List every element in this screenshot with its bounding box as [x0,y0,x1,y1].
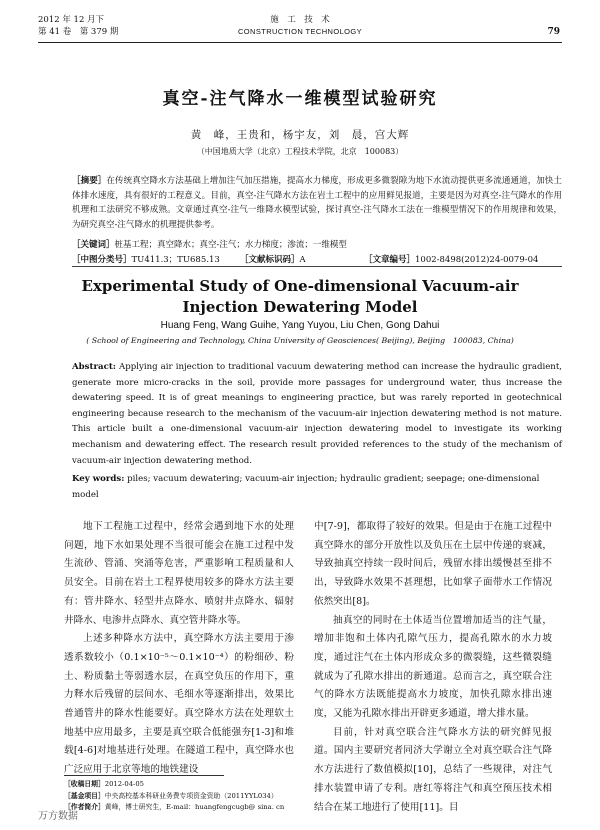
header-volume: 第 41 卷 第 379 期 [38,27,119,37]
body-paragraph: 上述多种降水方法中，真空降水方法主要用于渗透系数较小（0.1×10⁻⁵～0.1×10⁻⁴）的粉细砂、粉土、粉质黏土等弱透水层，在真空负压的作用下，重力释水后残留的层间水、毛细水等逐渐排出，效果比普通管井的降水性能要好。真空降水方法在处理软土地基中应用最多，主要是真空联合低能强夯[1-3]和堆载[4-6]对地基进行处理。在隧道工程中，真空降水也广泛应用于北京等地的地铁建设 [64,633,294,776]
abstract-cn-label: ［摘要］ [72,176,107,186]
title-en-line2: Injection Dewatering Model [182,298,418,316]
footnote-rule [64,775,224,776]
clc-number: ［中图分类号］TU411.3；TU685.13 [72,255,220,265]
abstract-cn-text: 在传统真空降水方法基础上增加注气加压措施，提高水力梯度，形成更多微裂隙为地下水流动提供更多流通通道，加快土体排水速度，具有很好的工程意义。目前，真空-注气降水方法在岩土工程中的应用鲜见报道，主要是因为对真空-注气降水的作用机理和工法研究不够成熟。文章通过真空-注气一维降水模型试验，探讨真空-注气降水工法在一维模型情况下的作用规律和效果，为研究真空-注气降水的机理提供参考。 [72,176,562,230]
abstract-cn [72,174,562,232]
journal-name-cn: 施 工 技 术 [270,15,330,25]
authors-cn: 黄 峰，王贵和，杨宇友，刘 晨，宫大辉 [190,129,410,141]
body-paragraph: 目前，针对真空联合注气降水方法的研究鲜见报道。国内主要研究者同济大学谢立全对真空联合注气降水方法进行了数值模拟[10]，总结了一些规律，对注气排水装置申请了专利。唐红等将注气和真空预压技术相结合在某工地进行了使用[11]。目 [314,726,552,813]
header-date: 2012 年 12 月下 [38,15,105,25]
keywords-cn-label: ［关键词］ [72,240,115,250]
affiliation-en: ( School of Engineering and Technology, China University of Geosciences( Beijing), Beijing 100083, China) [86,336,514,345]
keywords-en-label: Key words: [72,474,125,484]
keywords-en-text: piles; vacuum dewatering; vacuum-air injection; hydraulic gradient; seepage; one-dimensional model [72,474,540,500]
watermark: 万方数据 [38,811,78,822]
keywords-en [72,472,562,503]
keywords-cn-text: 桩基工程；真空降水；真空-注气；水力梯度；渗流；一维模型 [114,240,347,250]
footnotes [64,779,304,814]
header-journal [0,14,600,38]
body-paragraph: 地下工程施工过程中，经常会遇到地下水的处理问题，地下水如果处理不当很可能会在施工过程中发生流砂、管涌、突涌等危害，严重影响工程质量和人员安全。目前在岩土工程界使用较多的降水方法主要有：管井降水、轻型井点降水、喷射井点降水、辐射井降水、电渗井点降水、真空管井降水等。 [64,521,294,626]
abstract-en-text: Applying air injection to traditional vacuum dewatering method can increase the hydraulic gradient, generate more micro-cracks in the soil, provide more passages for underground water, thus increase the dewatering speed. It is of great meanings to engineering practice, but was rarely reported in geotechnical engineering because research to the mechanism of the vacuum-air injection dewatering method is not mature. This article built a one-dimensional vacuum-air injection dewatering model to investigate its working mechanism and dewatering effect. The research result provided references to the study of the mechanism of vacuum-air injection dewatering method. [72,362,562,466]
abstract-en [72,360,562,469]
body-paragraph: 抽真空的同时在土体适当位置增加适当的注气量，增加非饱和土体内孔隙气压力，提高孔隙水的水力坡度，通过注气在土体内形成众多的微裂缝，这些微裂缝就成为了孔隙水排出的新通道。总而言之，真空联合注气的降水方法既能提高水力坡度，加快孔隙水排出速度，又能为孔隙水排出开辟更多通道，增大排水量。 [314,614,552,720]
page-number: 79 [547,27,560,37]
title-en-line1: Experimental Study of One-dimensional Vacuum-air [81,277,519,295]
keywords-cn [72,238,347,250]
authors-en: Huang Feng, Wang Guihe, Yang Yuyou, Liu Chen, Gong Dahui [160,320,440,331]
section-divider [72,266,562,267]
doc-code: ［文献标识码］A [240,255,306,265]
body-column-right [314,518,552,817]
body-column-left [64,518,294,780]
footnote-fund: ［基金项目］中央高校基本科研业务费专项资金资助（2011YYL034） [64,791,278,800]
footnote-received: ［收稿日期］2012-04-05 [64,780,144,788]
footnote-author: ［作者简介］黄峰，博士研究生，E-mail：huangfengcugb@ sina. cn [64,803,285,811]
paper-title-en [0,276,600,318]
paper-title-cn: 真空-注气降水一维模型试验研究 [162,89,438,109]
article-number: ［文章编号］1002-8498(2012)24-0079-04 [364,255,539,265]
body-paragraph: 中[7-9]，都取得了较好的效果。但是由于在施工过程中真空降水的部分开放性以及负压在土层中传递的衰减，导致抽真空持续一段时间后，残留水排出缓慢甚至排不出，导致降水效果不甚理想，比如掌子面带水工作情况依然突出[8]。 [314,521,552,607]
header-rule [38,42,562,43]
journal-name-en: CONSTRUCTION TECHNOLOGY [237,27,363,36]
affiliation-cn: （中国地质大学（北京）工程技术学院，北京 100083） [196,147,404,156]
abstract-en-label: Abstract: [72,362,116,372]
